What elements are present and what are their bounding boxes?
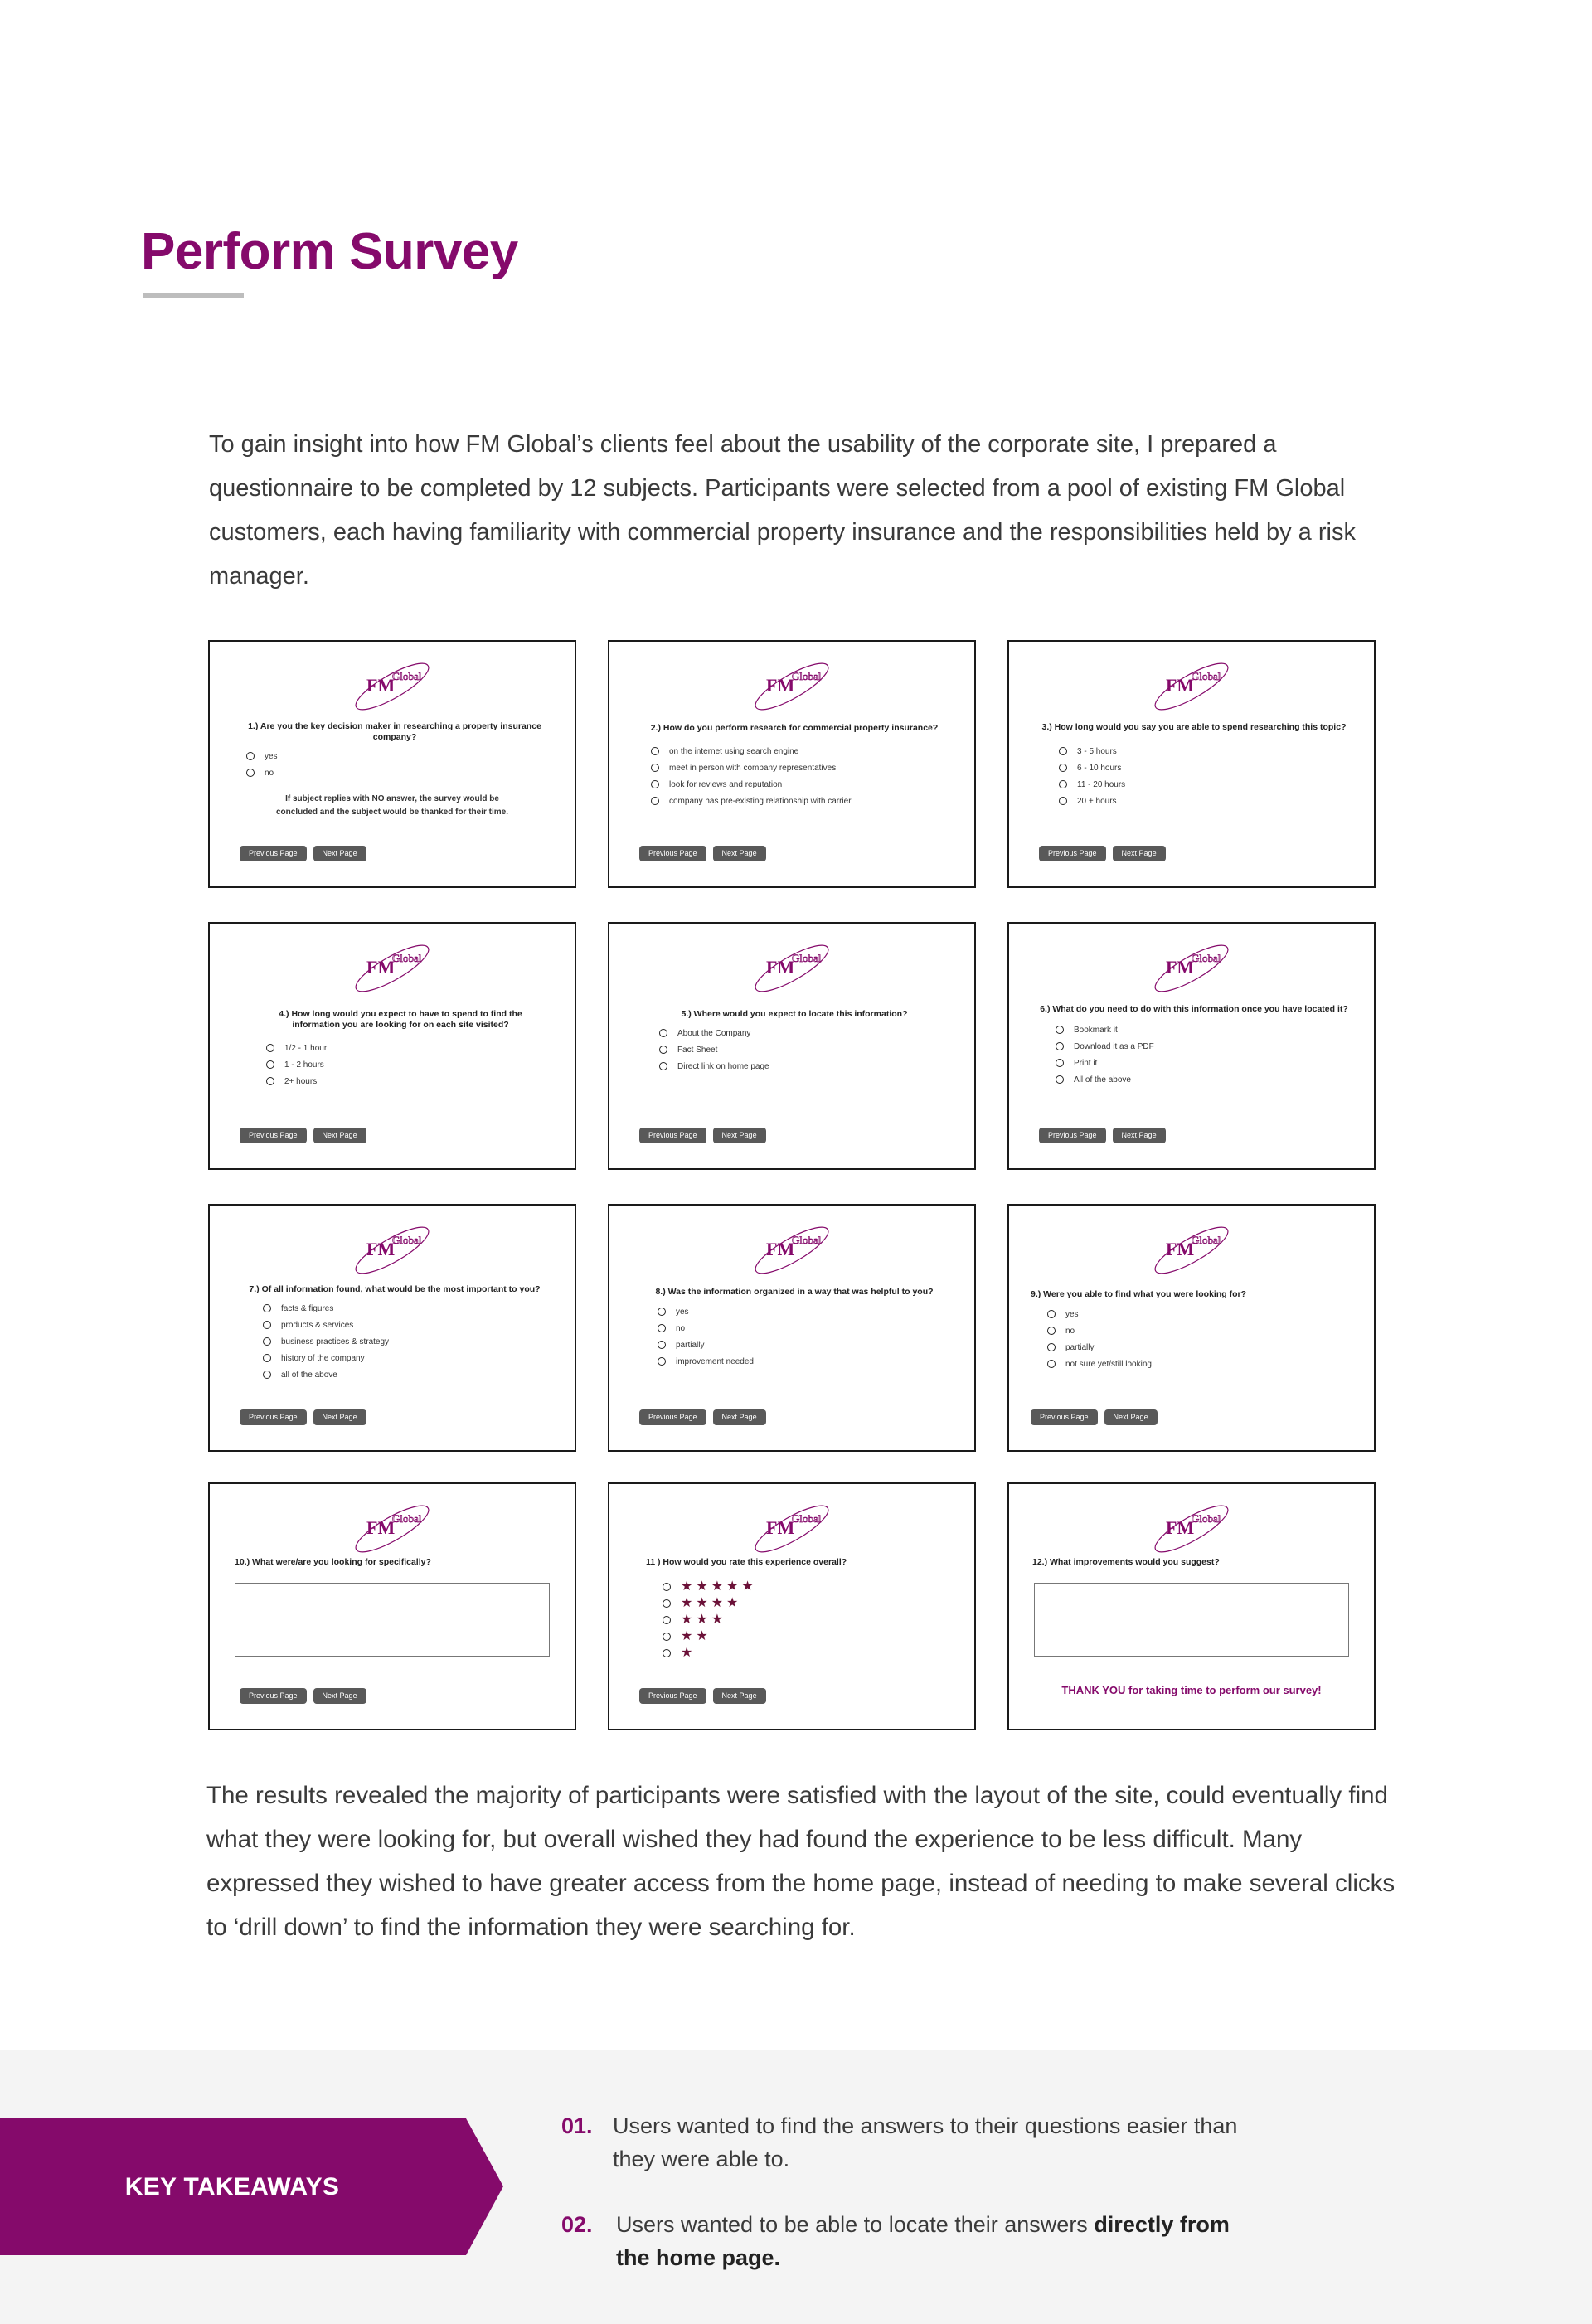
radio-icon[interactable] [1056, 1026, 1064, 1034]
previous-page-button[interactable]: Previous Page [1039, 846, 1106, 861]
fm-global-logo [1146, 1499, 1237, 1557]
logo-fm-text: FM [766, 957, 795, 978]
pager [639, 846, 766, 861]
radio-icon[interactable] [663, 1599, 671, 1608]
option-item[interactable]: no [1047, 1322, 1152, 1339]
option-item[interactable]: Download it as a PDF [1056, 1038, 1154, 1055]
fm-global-logo-mark [746, 657, 837, 715]
logo-fm-text: FM [1166, 1239, 1195, 1259]
fm-global-logo-mark [1146, 939, 1237, 997]
option-item[interactable]: partially [1047, 1339, 1152, 1356]
takeaway-emphasis: directly from the home page. [616, 2212, 1230, 2270]
key-takeaways-label: KEY TAKEAWAYS [124, 2172, 340, 2200]
fm-global-logo-mark [1146, 1499, 1237, 1557]
logo-global-text: Global [392, 1234, 422, 1246]
fm-global-logo [347, 1220, 438, 1278]
logo-fm-text: FM [1166, 675, 1195, 696]
fm-global-logo-mark [347, 939, 438, 997]
option-item[interactable]: Bookmark it [1056, 1021, 1154, 1038]
option-list [1047, 1306, 1152, 1372]
fm-global-logo [746, 1220, 837, 1278]
rating-option[interactable] [663, 1579, 757, 1595]
survey-card-11 [608, 1482, 976, 1730]
logo-global-text: Global [392, 670, 422, 682]
takeaway-number: 02. [561, 2212, 593, 2237]
logo-fm-text: FM [766, 675, 795, 696]
logo-global-text: Global [792, 1512, 822, 1525]
next-page-button[interactable]: Next Page [1113, 1128, 1166, 1143]
next-page-button[interactable]: Next Page [313, 1409, 366, 1425]
radio-icon[interactable] [659, 1062, 667, 1070]
radio-icon[interactable] [246, 752, 255, 760]
option-item[interactable]: facts & figures [263, 1300, 389, 1317]
radio-icon[interactable] [1059, 764, 1067, 772]
logo-global-text: Global [392, 1512, 422, 1525]
logo-global-text: Global [1192, 1512, 1221, 1525]
option-item[interactable]: 20 + hours [1059, 793, 1125, 809]
option-item[interactable]: Direct link on home page [659, 1058, 769, 1075]
rating-list [663, 1579, 757, 1662]
radio-icon[interactable] [658, 1324, 666, 1332]
fm-global-logo [746, 657, 837, 715]
logo-global-text: Global [792, 670, 822, 682]
survey-question: 2.) How do you perform research for commercial property insurance? [650, 723, 939, 733]
pager [639, 1688, 766, 1704]
next-page-button[interactable]: Next Page [313, 846, 366, 861]
previous-page-button[interactable]: Previous Page [1039, 1128, 1106, 1143]
option-item[interactable]: products & services [263, 1317, 389, 1333]
logo-fm-text: FM [1166, 957, 1195, 978]
radio-icon[interactable] [266, 1060, 274, 1069]
star-rating-icon: ★★★ [681, 1613, 727, 1627]
survey-card-12 [1007, 1482, 1376, 1730]
radio-icon[interactable] [1047, 1343, 1056, 1351]
fm-global-logo-mark [347, 657, 438, 715]
fm-global-logo [1146, 939, 1237, 997]
option-list [263, 1300, 389, 1383]
survey-card-1 [208, 640, 576, 888]
survey-card-5 [608, 922, 976, 1170]
survey-question: 9.) Were you able to find what you were looking for? [1031, 1289, 1246, 1299]
fm-global-logo [347, 1499, 438, 1557]
fm-global-logo-mark [1146, 1220, 1237, 1278]
logo-fm-text: FM [766, 1517, 795, 1538]
radio-icon[interactable] [1056, 1059, 1064, 1067]
radio-icon[interactable] [663, 1649, 671, 1657]
radio-icon[interactable] [663, 1616, 671, 1624]
next-page-button[interactable]: Next Page [1113, 846, 1166, 861]
key-takeaways-banner [0, 2118, 503, 2255]
option-item[interactable]: About the Company [659, 1025, 769, 1041]
option-item[interactable]: all of the above [263, 1366, 389, 1383]
radio-icon[interactable] [658, 1308, 666, 1316]
pager [240, 1688, 366, 1704]
option-item[interactable]: Print it [1056, 1055, 1154, 1071]
pager [1039, 1128, 1166, 1143]
logo-fm-text: FM [366, 1517, 396, 1538]
radio-icon[interactable] [246, 769, 255, 777]
option-item[interactable]: 1 - 2 hours [266, 1056, 327, 1073]
pager [1031, 1409, 1158, 1425]
previous-page-button[interactable]: Previous Page [639, 846, 706, 861]
option-item[interactable]: Fact Sheet [659, 1041, 769, 1058]
radio-icon[interactable] [1047, 1360, 1056, 1368]
star-rating-icon: ★★ [681, 1629, 711, 1643]
fm-global-logo [347, 939, 438, 997]
option-item[interactable]: improvement needed [658, 1353, 754, 1370]
option-item[interactable]: no [658, 1320, 754, 1337]
survey-question: 1.) Are you the key decision maker in researching a property insurance company? [248, 721, 541, 742]
radio-icon[interactable] [1056, 1042, 1064, 1050]
option-item[interactable]: yes [246, 748, 278, 764]
logo-global-text: Global [1192, 952, 1221, 964]
option-item[interactable]: business practices & strategy [263, 1333, 389, 1350]
fm-global-logo-mark [746, 1499, 837, 1557]
fm-global-logo [347, 657, 438, 715]
rating-option[interactable] [663, 1595, 757, 1612]
survey-question: 3.) How long would you say you are able to spend researching this topic? [1041, 722, 1347, 732]
survey-card-9 [1007, 1204, 1376, 1452]
fm-global-logo-mark [746, 1220, 837, 1278]
radio-icon[interactable] [1047, 1310, 1056, 1318]
survey-card-8 [608, 1204, 976, 1452]
logo-fm-text: FM [1166, 1517, 1195, 1538]
pager [240, 846, 366, 861]
survey-card-10 [208, 1482, 576, 1730]
radio-icon[interactable] [263, 1354, 271, 1362]
takeaway-text: Users wanted to be able to locate their answers directly from the home page. [616, 2212, 1230, 2270]
option-list [659, 1025, 769, 1075]
radio-icon[interactable] [263, 1371, 271, 1379]
previous-page-button[interactable]: Previous Page [1031, 1409, 1098, 1425]
radio-icon[interactable] [1059, 747, 1067, 755]
radio-icon[interactable] [651, 780, 659, 788]
option-item[interactable]: 11 - 20 hours [1059, 776, 1125, 793]
rating-option[interactable] [663, 1645, 757, 1662]
star-rating-icon: ★ [681, 1646, 696, 1660]
fm-global-logo-mark [347, 1499, 438, 1557]
survey-question: 8.) Was the information organized in a way that was helpful to you? [655, 1287, 934, 1297]
option-list [246, 748, 278, 781]
option-list [266, 1040, 327, 1089]
radio-icon[interactable] [663, 1583, 671, 1591]
takeaway-text: Users wanted to find the answers to their questions easier than they were able to. [613, 2113, 1238, 2171]
pager [639, 1128, 766, 1143]
survey-card-3 [1007, 640, 1376, 888]
option-list [1056, 1021, 1154, 1088]
takeaway-number: 01. [561, 2113, 593, 2138]
radio-icon[interactable] [659, 1046, 667, 1054]
next-page-button[interactable]: Next Page [313, 1128, 366, 1143]
previous-page-button[interactable]: Previous Page [639, 1688, 706, 1704]
radio-icon[interactable] [263, 1321, 271, 1329]
radio-icon[interactable] [263, 1304, 271, 1312]
next-page-button[interactable]: Next Page [713, 1688, 766, 1704]
title-underline [143, 293, 244, 298]
logo-fm-text: FM [366, 1239, 396, 1259]
fm-global-logo [1146, 657, 1237, 715]
pager [639, 1409, 766, 1425]
logo-global-text: Global [1192, 1234, 1221, 1246]
option-item[interactable]: history of the company [263, 1350, 389, 1366]
previous-page-button[interactable]: Previous Page [240, 1688, 307, 1704]
next-page-button[interactable]: Next Page [713, 1409, 766, 1425]
results-paragraph: The results revealed the majority of participants were satisfied with the layout of the site, could eventually find what they were looking for, but overall wished they had found the experience to be less difficult. Many expressed they wished to have greater access from the home page, instead of needing to make several clicks to ‘drill down’ to find the information they were searching for. [206, 1782, 1395, 1941]
survey-grid [208, 640, 1379, 1733]
previous-page-button[interactable]: Previous Page [639, 1409, 706, 1425]
option-list [1059, 743, 1125, 809]
previous-page-button[interactable]: Previous Page [240, 846, 307, 861]
intro-paragraph: To gain insight into how FM Global’s clients feel about the usability of the corporate site, I prepared a questionnaire to be completed by 12 subjects. Participants were selected from a pool of existing FM Global customers, each having familiarity with commercial property insurance and the responsibilities held by a risk manager. [209, 431, 1356, 589]
survey-card-7 [208, 1204, 576, 1452]
fm-global-logo-mark [1146, 657, 1237, 715]
next-page-button[interactable]: Next Page [313, 1688, 366, 1704]
radio-icon[interactable] [1059, 780, 1067, 788]
option-item[interactable]: not sure yet/still looking [1047, 1356, 1152, 1372]
logo-global-text: Global [1192, 670, 1221, 682]
radio-icon[interactable] [263, 1337, 271, 1346]
fm-global-logo [746, 1499, 837, 1557]
radio-icon[interactable] [651, 747, 659, 755]
survey-question: 5.) Where would you expect to locate this information? [681, 1009, 908, 1019]
survey-question: 12.) What improvements would you suggest? [1032, 1557, 1220, 1567]
option-item[interactable]: partially [658, 1337, 754, 1353]
radio-icon[interactable] [1059, 797, 1067, 805]
option-list [651, 743, 852, 809]
option-item[interactable]: yes [658, 1303, 754, 1320]
radio-icon[interactable] [651, 797, 659, 805]
option-item[interactable]: All of the above [1056, 1071, 1154, 1088]
next-page-button[interactable]: Next Page [713, 1128, 766, 1143]
option-item[interactable]: yes [1047, 1306, 1152, 1322]
previous-page-button[interactable]: Previous Page [240, 1128, 307, 1143]
answer-textarea[interactable] [1034, 1583, 1349, 1657]
rating-option[interactable] [663, 1612, 757, 1628]
next-page-button[interactable]: Next Page [1104, 1409, 1158, 1425]
survey-question: 11 ) How would you rate this experience overall? [646, 1557, 847, 1567]
star-rating-icon: ★★★★★ [681, 1579, 757, 1594]
fm-global-logo [1146, 1220, 1237, 1278]
radio-icon[interactable] [1047, 1327, 1056, 1335]
page-title: Perform Survey [141, 223, 518, 280]
option-item[interactable]: no [246, 764, 278, 781]
option-item[interactable]: on the internet using search engine [651, 743, 852, 759]
radio-icon[interactable] [658, 1357, 666, 1366]
thank-you-message: THANK YOU for taking time to perform our survey! [1061, 1684, 1322, 1696]
radio-icon[interactable] [1056, 1075, 1064, 1084]
fm-global-logo-mark [347, 1220, 438, 1278]
radio-icon[interactable] [663, 1633, 671, 1641]
option-item[interactable]: 2+ hours [266, 1073, 327, 1089]
pager [1039, 846, 1166, 861]
option-list [658, 1303, 754, 1370]
radio-icon[interactable] [651, 764, 659, 772]
radio-icon[interactable] [266, 1044, 274, 1052]
logo-fm-text: FM [766, 1239, 795, 1259]
radio-icon[interactable] [659, 1029, 667, 1037]
survey-question: 6.) What do you need to do with this information once you have located it? [1040, 1004, 1348, 1014]
rating-option[interactable] [663, 1628, 757, 1645]
logo-global-text: Global [792, 1234, 822, 1246]
survey-question: 10.) What were/are you looking for specifically? [235, 1557, 431, 1567]
answer-textarea[interactable] [235, 1583, 550, 1657]
radio-icon[interactable] [658, 1341, 666, 1349]
logo-fm-text: FM [366, 957, 396, 978]
previous-page-button[interactable]: Previous Page [240, 1409, 307, 1425]
pager [240, 1409, 366, 1425]
survey-card-4 [208, 922, 576, 1170]
option-item[interactable]: 6 - 10 hours [1059, 759, 1125, 776]
survey-note: If subject replies with NO answer, the survey would be concluded and the subject would be thanked for their time. [275, 794, 509, 817]
survey-card-6 [1007, 922, 1376, 1170]
radio-icon[interactable] [266, 1077, 274, 1085]
logo-fm-text: FM [366, 675, 396, 696]
survey-question: 7.) Of all information found, what would be the most important to you? [249, 1284, 541, 1294]
option-item[interactable]: 1/2 - 1 hour [266, 1040, 327, 1056]
option-item[interactable]: look for reviews and reputation [651, 776, 852, 793]
fm-global-logo-mark [746, 939, 837, 997]
logo-global-text: Global [792, 952, 822, 964]
logo-global-text: Global [392, 952, 422, 964]
previous-page-button[interactable]: Previous Page [639, 1128, 706, 1143]
survey-question: 4.) How long would you expect to have to spend to find the information you are looking for on each site visited? [279, 1009, 522, 1030]
fm-global-logo [746, 939, 837, 997]
option-item[interactable]: 3 - 5 hours [1059, 743, 1125, 759]
next-page-button[interactable]: Next Page [713, 846, 766, 861]
option-item[interactable]: company has pre-existing relationship with carrier [651, 793, 852, 809]
star-rating-icon: ★★★★ [681, 1596, 742, 1610]
option-item[interactable]: meet in person with company representatives [651, 759, 852, 776]
survey-card-2 [608, 640, 976, 888]
pager [240, 1128, 366, 1143]
